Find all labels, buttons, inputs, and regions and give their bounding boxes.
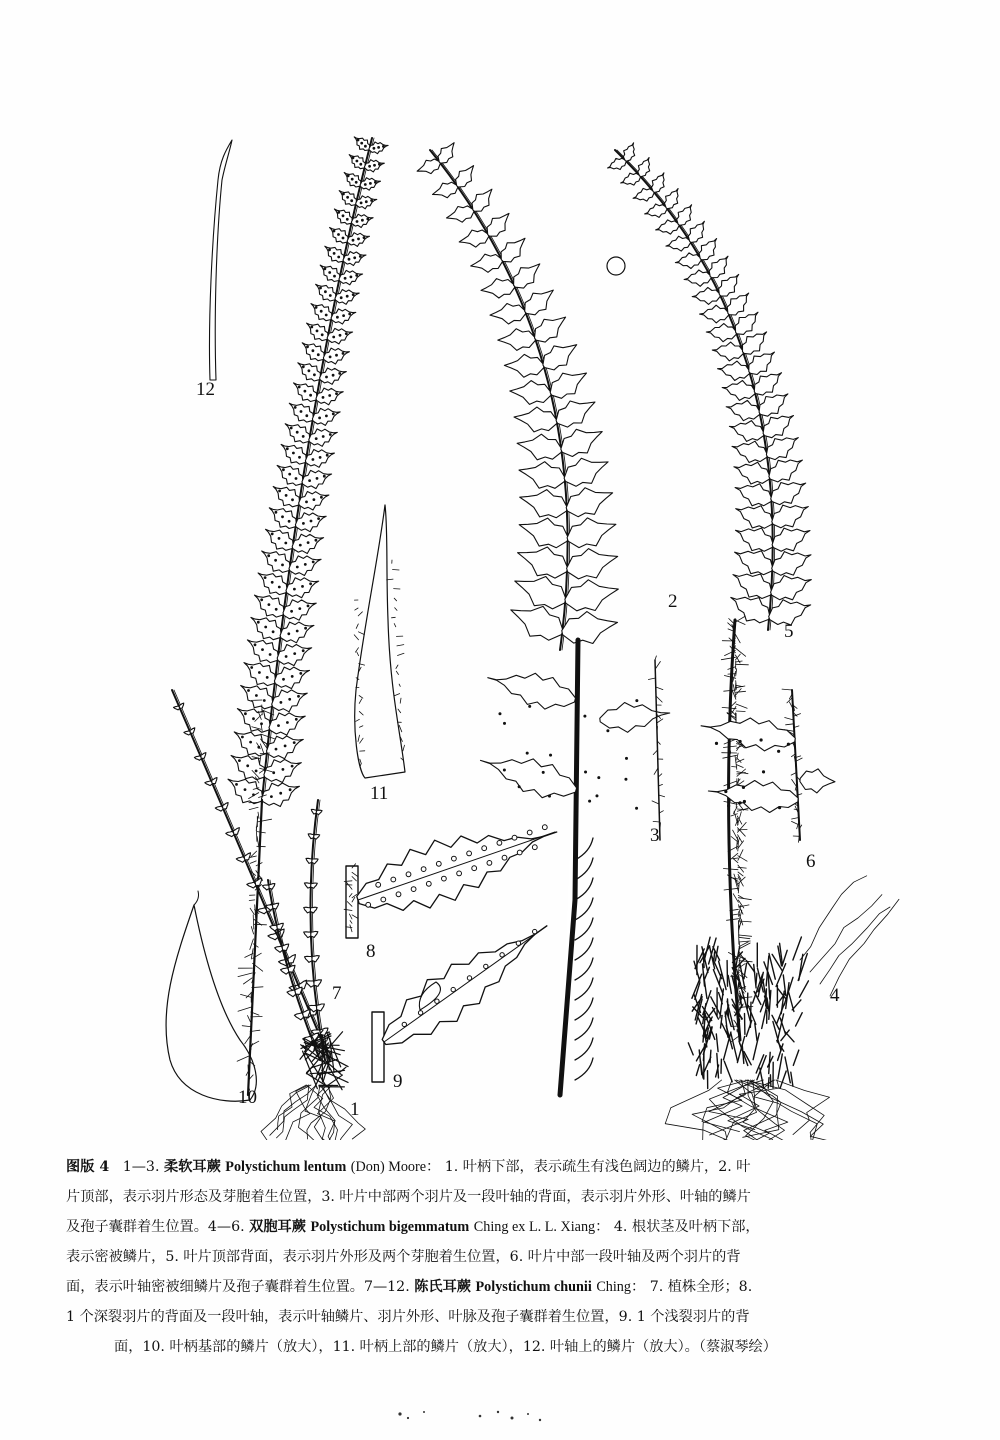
frond-5-bigemmatum-apex — [608, 143, 812, 630]
species-1-chinese: 柔软耳蕨 — [164, 1159, 221, 1175]
rhizome-4-bigemmatum — [665, 616, 899, 1140]
scale-11-upper-stipe — [354, 505, 405, 778]
caption-text-1c: 及孢子囊群着生位置。4—6. — [66, 1219, 245, 1235]
scale-10-stipe-base — [166, 891, 256, 1101]
plate-caption — [66, 1152, 934, 1362]
frond-1-lentum-lower — [228, 137, 388, 1095]
pinna-8-deeply-lobed — [344, 825, 557, 938]
figure-number-11: 11 — [370, 783, 389, 804]
species-1-latin: Polystichum lentum — [225, 1159, 347, 1175]
figure-number-2: 2 — [668, 591, 678, 612]
species-2-chinese: 双胞耳蕨 — [249, 1219, 306, 1235]
pinnae-3-lentum-rachis — [481, 640, 670, 1095]
figure-number-9: 9 — [393, 1071, 403, 1092]
caption-text-2b: 表示密被鳞片，5. 叶片顶部背面，表示羽片外形及两个芽胞着生位置，6. 叶片中部一段叶轴及两个羽片的背 — [66, 1249, 741, 1265]
pinna-9-shallowly-lobed — [372, 926, 547, 1082]
species-3-latin: Polystichum chunii — [475, 1279, 592, 1295]
figure-number-8: 8 — [366, 941, 376, 962]
figure-number-4: 4 — [830, 985, 840, 1006]
scale-12-rachis — [209, 140, 232, 380]
species-2-latin: Polystichum bigemmatum — [310, 1219, 470, 1235]
caption-text-1b: 片顶部，表示羽片形态及芽胞着生位置，3. 叶片中部两个羽片及一段叶轴的背面，表示羽片外形、叶轴的鳞片 — [66, 1189, 751, 1205]
species-3-chinese: 陈氏耳蕨 — [414, 1279, 471, 1295]
figure-number-1: 1 — [350, 1099, 360, 1120]
figure-number-5: 5 — [784, 621, 794, 642]
pinnae-6-bigemmatum — [701, 689, 835, 842]
caption-text-3a: 7. 植株全形；8. — [649, 1279, 753, 1295]
caption-text-2a: 4. 根状茎及叶柄下部， — [613, 1219, 760, 1235]
plate-label: 图版 4 — [66, 1159, 110, 1175]
figure-number-12: 12 — [196, 379, 215, 400]
caption-text-3c: 面，10. 叶柄基部的鳞片（放大），11. 叶柄上部的鳞片（放大），12. 叶轴上的鳞片（放大）。（蔡淑琴绘） — [114, 1339, 777, 1355]
species-2-author: Ching ex L. L. Xiang： — [473, 1219, 610, 1235]
caption-text-1a: 1. 叶柄下部，表示疏生有浅色阔边的鳞片，2. 叶 — [444, 1159, 751, 1175]
figure-number-10: 10 — [238, 1087, 257, 1108]
caption-text-2c: 面，表示叶轴密被细鳞片及孢子囊群着生位置。7—12. — [66, 1279, 410, 1295]
figure-number-7: 7 — [332, 983, 342, 1004]
figure-number-6: 6 — [806, 851, 816, 872]
species-3-author: Ching： — [596, 1279, 646, 1295]
figure-number-3: 3 — [650, 825, 660, 846]
frond-2-lentum-apex — [417, 143, 625, 650]
caption-text-3b: 1 个深裂羽片的背面及一段叶轴，表示叶轴鳞片、羽片外形、叶脉及孢子囊群着生位置，9. 1 个浅裂羽片的背 — [66, 1309, 750, 1325]
species-1-author: (Don) Moore： — [350, 1159, 441, 1175]
scan-specks — [380, 1400, 580, 1430]
range-1-3: 1—3. — [122, 1159, 160, 1175]
